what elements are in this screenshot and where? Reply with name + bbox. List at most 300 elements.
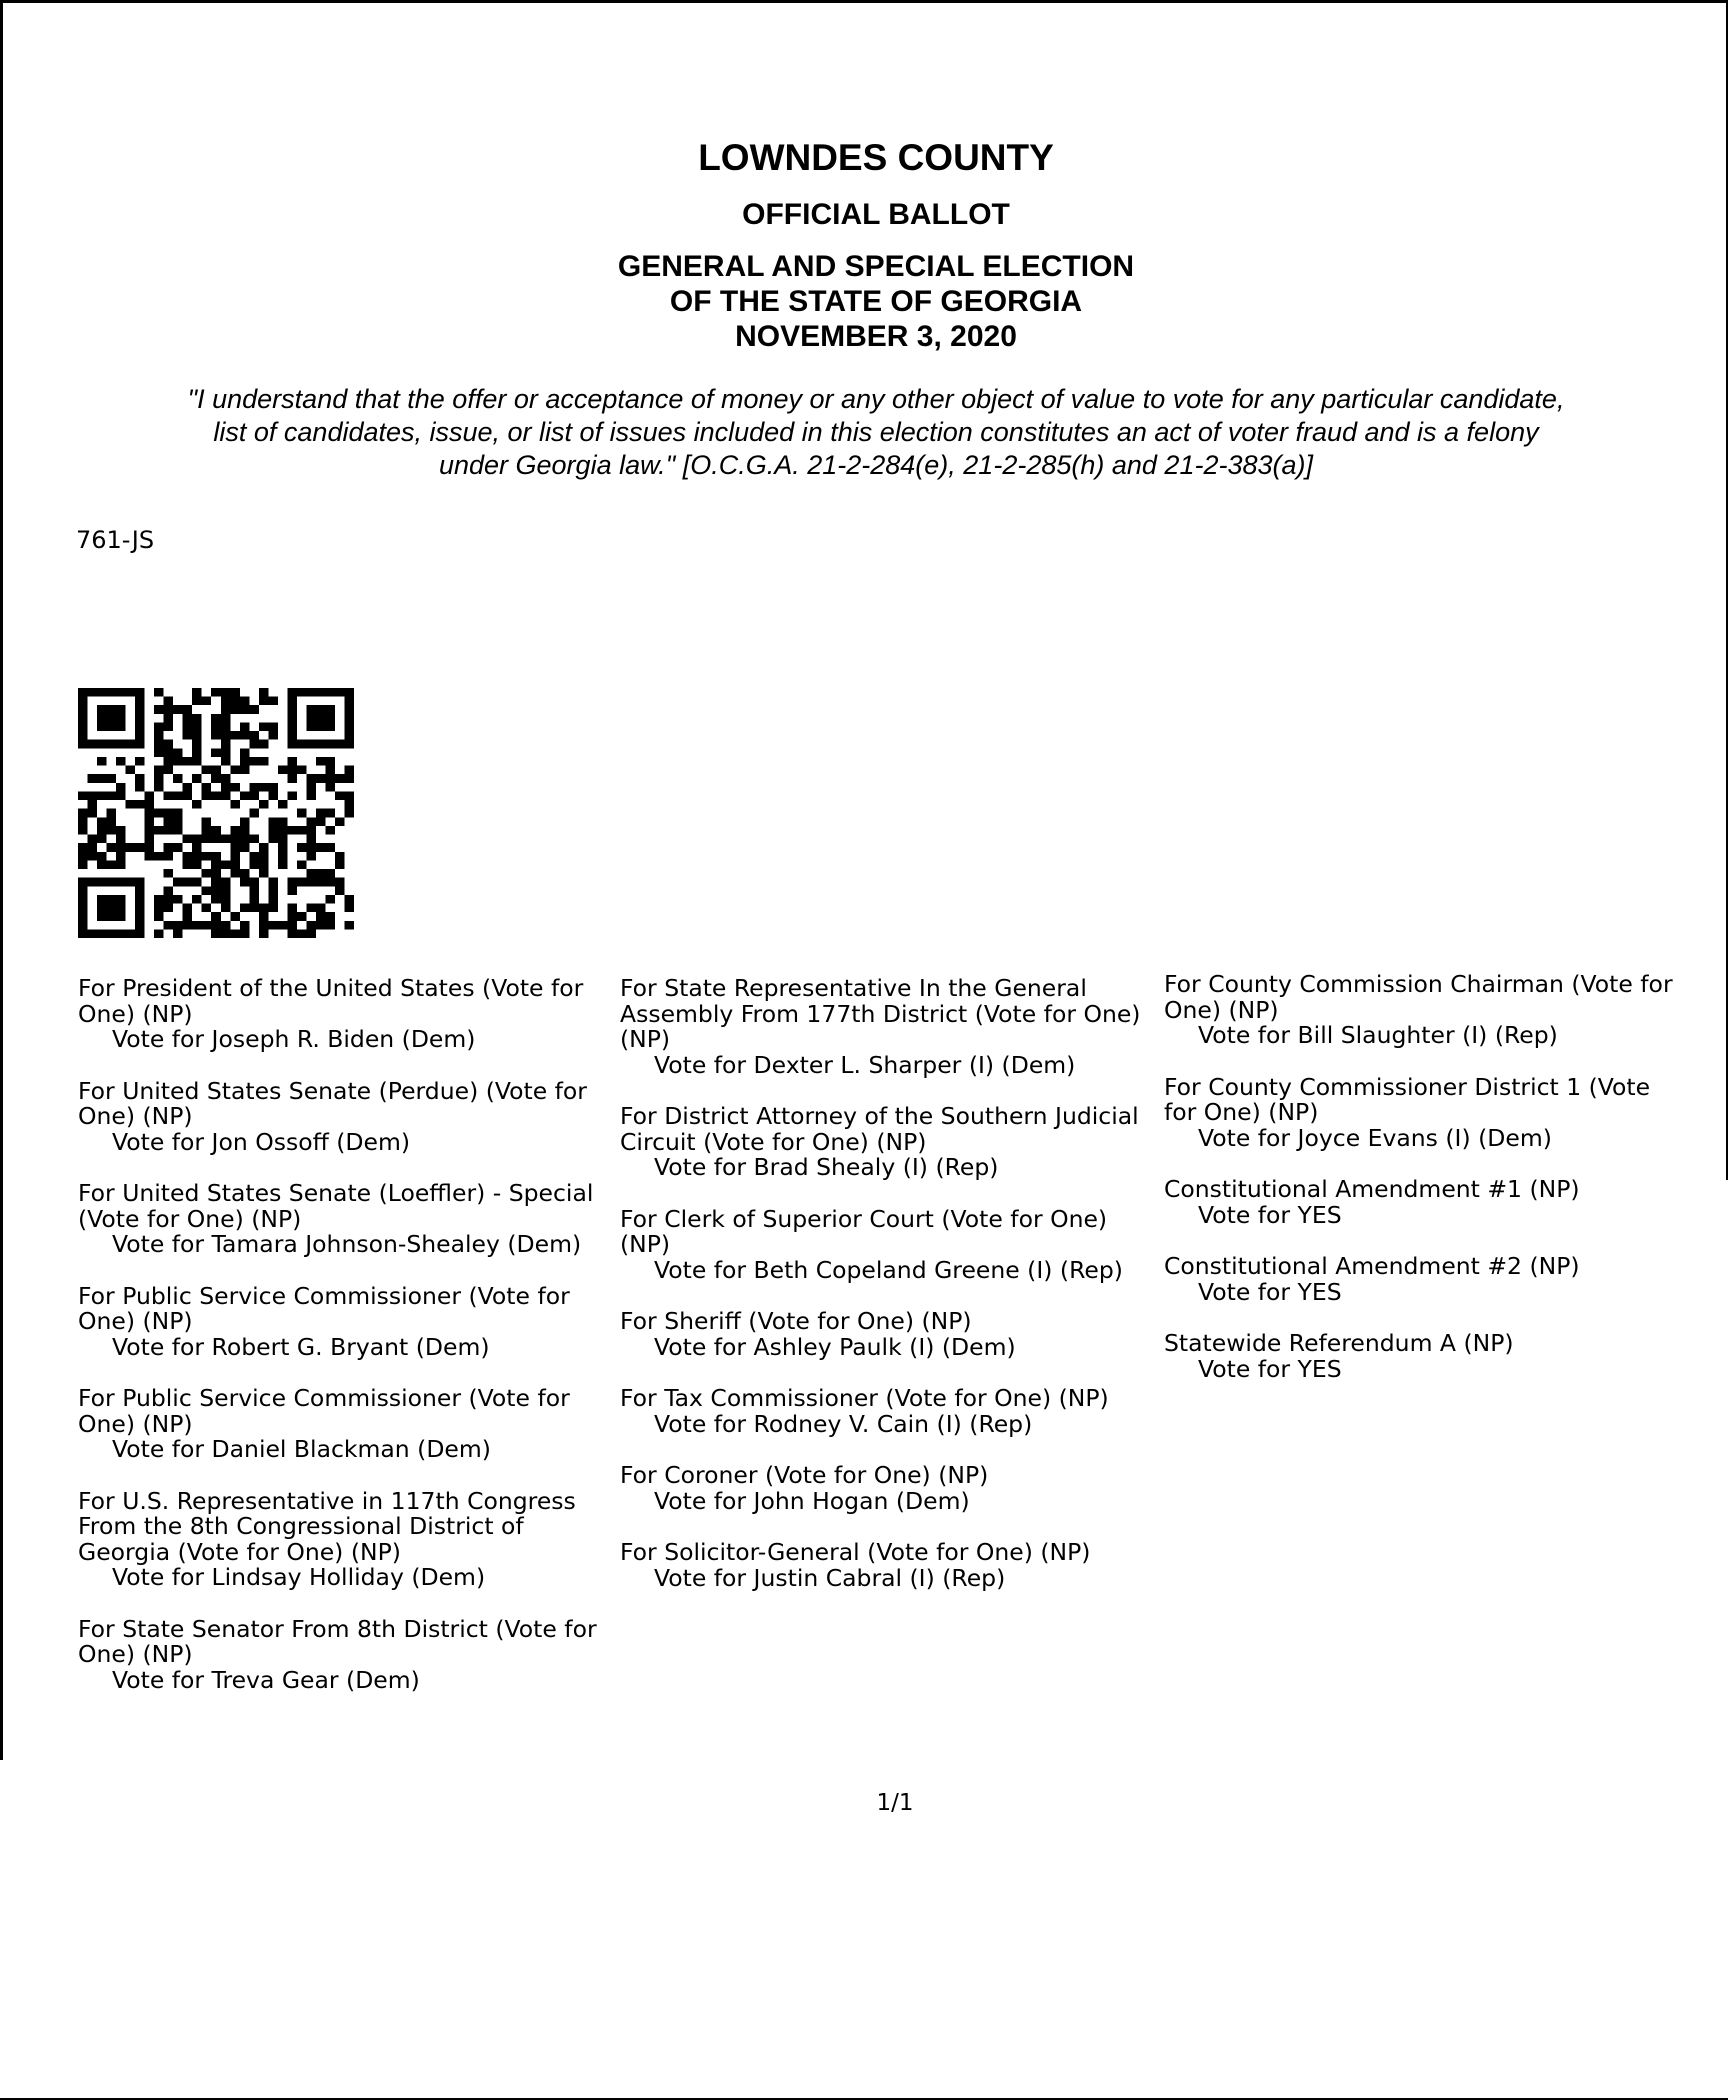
qr-module [230, 731, 240, 740]
contest [1164, 1254, 1684, 1305]
qr-module [202, 904, 212, 913]
qr-module [192, 688, 202, 697]
qr-module [183, 731, 193, 740]
qr-module [221, 860, 231, 869]
qr-module [259, 921, 269, 930]
qr-module [192, 774, 202, 783]
qr-module [335, 852, 345, 861]
qr-module [116, 843, 126, 852]
qr-module [97, 895, 126, 921]
qr-module [154, 722, 164, 731]
qr-module [316, 843, 326, 852]
qr-module [135, 843, 145, 852]
qr-module [97, 817, 107, 826]
qr-module [154, 748, 164, 757]
qr-module [287, 912, 297, 921]
qr-module [116, 783, 126, 792]
qr-module [306, 929, 316, 938]
qr-module [306, 826, 316, 835]
qr-module [107, 774, 117, 783]
qr-module [183, 722, 193, 731]
qr-module [249, 904, 259, 913]
qr-module [154, 826, 164, 835]
qr-module [192, 722, 202, 731]
qr-module [259, 929, 269, 938]
qr-module [297, 826, 307, 835]
qr-module [287, 766, 297, 775]
qr-module [221, 740, 231, 749]
qr-module [221, 757, 231, 766]
qr-module [192, 895, 202, 904]
qr-module [107, 817, 117, 826]
qr-module [183, 714, 193, 723]
qr-module [221, 886, 231, 895]
qr-module [211, 912, 221, 921]
qr-module [78, 843, 88, 852]
qr-module [78, 826, 88, 835]
qr-module [211, 860, 221, 869]
contest-choice: Vote for Beth Copeland Greene (I) (Rep) [654, 1255, 1123, 1284]
qr-module [287, 886, 297, 895]
contest [78, 1614, 618, 1694]
qr-module [240, 757, 250, 766]
qr-module [145, 817, 155, 826]
qr-module [88, 809, 98, 818]
qr-module [249, 878, 259, 887]
qr-module [240, 791, 250, 800]
contest-column-2 [620, 976, 1160, 1617]
qr-module [154, 705, 164, 714]
qr-module [192, 878, 202, 887]
qr-module [202, 852, 212, 861]
contest [620, 976, 1160, 1078]
qr-module [278, 860, 288, 869]
qr-module [126, 800, 136, 809]
qr-module [88, 852, 98, 861]
qr-module [173, 757, 183, 766]
qr-module [164, 886, 174, 895]
qr-module [192, 800, 202, 809]
qr-module [97, 826, 107, 835]
election-line: GENERAL AND SPECIAL ELECTION [617, 250, 1135, 283]
qr-module [259, 800, 269, 809]
qr-module [97, 774, 107, 783]
qr-module [145, 809, 155, 818]
qr-module [268, 817, 278, 826]
qr-module [154, 912, 164, 921]
qr-module [249, 740, 259, 749]
contest [1164, 1331, 1684, 1382]
county-title: LOWNDES COUNTY [698, 137, 1054, 178]
qr-module [306, 705, 335, 731]
qr-module [316, 817, 326, 826]
qr-module [221, 929, 231, 938]
qr-module [116, 791, 126, 800]
qr-module [325, 895, 335, 904]
contest [1164, 1072, 1684, 1152]
qr-module [211, 852, 221, 861]
qr-module [202, 817, 212, 826]
qr-module [240, 921, 250, 930]
qr-module [325, 783, 335, 792]
contest-office: For U.S. Representative in 117th Congress From the 8th Congressional District of Georgia (Vote for One) (NP) [78, 1486, 576, 1566]
qr-module [135, 800, 145, 809]
qr-module [249, 809, 259, 818]
contest-choice: Vote for YES [1198, 1354, 1342, 1383]
qr-module [154, 895, 164, 904]
qr-module [173, 817, 183, 826]
qr-module [221, 748, 231, 757]
qr-module [192, 921, 202, 930]
qr-module [230, 929, 240, 938]
qr-module [249, 705, 259, 714]
qr-module [268, 826, 278, 835]
qr-module [335, 817, 345, 826]
qr-module [164, 740, 174, 749]
qr-module [211, 895, 221, 904]
contest [78, 1281, 618, 1361]
qr-module [107, 791, 117, 800]
qr-module [268, 697, 278, 706]
contest-office: For Coroner (Vote for One) (NP) [620, 1461, 989, 1489]
qr-module [173, 748, 183, 757]
qr-module [183, 904, 193, 913]
qr-module [202, 697, 212, 706]
qr-module [145, 852, 155, 861]
qr-module [154, 929, 164, 938]
qr-module [344, 791, 354, 800]
qr-module [221, 878, 231, 887]
qr-module [306, 774, 316, 783]
qr-module [221, 791, 231, 800]
qr-module [259, 757, 269, 766]
qr-module [183, 757, 193, 766]
scan-border-top [0, 0, 1728, 3]
qr-module [268, 731, 278, 740]
qr-module [164, 869, 174, 878]
contest [78, 1076, 618, 1156]
qr-module [335, 860, 345, 869]
oath-line: "I understand that the offer or acceptance of money or any other object of value to vote for any particular candidate, [187, 384, 1565, 414]
qr-module [173, 774, 183, 783]
qr-module [268, 895, 278, 904]
qr-module [278, 843, 288, 852]
qr-module [221, 921, 231, 930]
qr-module [316, 757, 326, 766]
voter-fraud-oath [60, 383, 1692, 482]
qr-module [259, 722, 269, 731]
qr-module [316, 921, 326, 930]
qr-module [202, 766, 212, 775]
qr-module [88, 800, 98, 809]
qr-module [221, 774, 231, 783]
qr-module [202, 826, 212, 835]
qr-module [221, 688, 231, 697]
election-line: NOVEMBER 3, 2020 [735, 320, 1017, 353]
qr-module [88, 791, 98, 800]
contest [620, 1204, 1160, 1284]
qr-module [221, 895, 231, 904]
qr-module [211, 714, 221, 723]
contest-office: For President of the United States (Vote for One) (NP) [78, 974, 584, 1028]
qr-module [221, 835, 231, 844]
qr-module [259, 912, 269, 921]
qr-module [287, 774, 297, 783]
qr-module [107, 809, 117, 818]
qr-module [287, 921, 297, 930]
qr-module [183, 783, 193, 792]
qr-module [173, 791, 183, 800]
qr-module [230, 860, 240, 869]
qr-module [183, 878, 193, 887]
contest-choice: Vote for Joyce Evans (I) (Dem) [1198, 1123, 1552, 1152]
qr-module [173, 843, 183, 852]
contest-choice: Vote for Treva Gear (Dem) [112, 1665, 420, 1694]
qr-module [221, 783, 231, 792]
qr-module [268, 886, 278, 895]
qr-module [249, 757, 259, 766]
qr-module [278, 852, 288, 861]
qr-module [306, 921, 316, 930]
qr-module [164, 705, 174, 714]
qr-module [202, 783, 212, 792]
qr-module [211, 766, 221, 775]
contest-choice: Vote for John Hogan (Dem) [654, 1486, 970, 1515]
qr-module [154, 774, 164, 783]
contest-choice: Vote for Robert G. Bryant (Dem) [112, 1332, 490, 1361]
qr-module [164, 697, 174, 706]
qr-module [221, 904, 231, 913]
qr-module [192, 835, 202, 844]
contest [620, 1540, 1160, 1591]
qr-module [107, 860, 117, 869]
qr-module [259, 740, 269, 749]
qr-module [325, 921, 335, 930]
qr-module [78, 791, 88, 800]
contest [78, 1486, 618, 1591]
qr-module [278, 835, 288, 844]
qr-module [192, 697, 202, 706]
qr-module [297, 860, 307, 869]
qr-module [287, 826, 297, 835]
qr-module [249, 852, 259, 861]
qr-module [173, 921, 183, 930]
qr-module [164, 722, 174, 731]
qr-module [221, 697, 231, 706]
qr-module [164, 904, 174, 913]
qr-module [316, 878, 326, 887]
qr-module [249, 895, 259, 904]
qr-module [211, 929, 221, 938]
qr-module [240, 697, 250, 706]
contest-choice: Vote for Jon Ossoff (Dem) [112, 1127, 411, 1156]
contest-choice: Vote for Justin Cabral (I) (Rep) [654, 1563, 1006, 1592]
qr-module [202, 921, 212, 930]
qr-module [230, 912, 240, 921]
page-number: 1/1 [876, 1790, 914, 1816]
qr-module [88, 835, 98, 844]
qr-module [268, 722, 278, 731]
qr-module [97, 757, 107, 766]
qr-module [107, 826, 117, 835]
qr-module [173, 929, 183, 938]
qr-module [192, 714, 202, 723]
qr-module [259, 852, 269, 861]
qr-module [325, 766, 335, 775]
qr-module [221, 705, 231, 714]
qr-module [192, 860, 202, 869]
qr-module [211, 826, 221, 835]
qr-module [202, 886, 212, 895]
qr-module [249, 783, 259, 792]
qr-module [97, 852, 107, 861]
qr-module [316, 904, 326, 913]
qr-module [211, 774, 221, 783]
qr-module [145, 800, 155, 809]
qr-module [88, 843, 98, 852]
contest-office: For State Representative In the General Assembly From 177th District (Vote for One) (NP) [620, 974, 1141, 1053]
qr-module [230, 697, 240, 706]
contest-choice: Vote for Lindsay Holliday (Dem) [112, 1563, 486, 1591]
qr-module [306, 791, 316, 800]
qr-module [306, 817, 316, 826]
ballot-style-code: 761-JS [76, 526, 155, 554]
contest [78, 1386, 618, 1463]
contest-office: For United States Senate (Loeffler) - Special (Vote for One) (NP) [78, 1179, 594, 1233]
election-line: OF THE STATE OF GEORGIA [669, 285, 1083, 318]
qr-module [240, 835, 250, 844]
qr-module [116, 835, 126, 844]
qr-module [240, 731, 250, 740]
qr-module [154, 740, 164, 749]
qr-module [164, 748, 174, 757]
qr-module [183, 705, 193, 714]
qr-module [211, 748, 221, 757]
qr-module [249, 791, 259, 800]
qr-module [249, 860, 259, 869]
qr-module [116, 860, 126, 869]
qr-module [211, 921, 221, 930]
qr-module [344, 766, 354, 775]
contest [620, 1386, 1160, 1437]
qr-module [306, 904, 316, 913]
contest-office: For Solicitor-General (Vote for One) (NP) [620, 1538, 1091, 1566]
qr-module [97, 835, 107, 844]
qr-module [97, 860, 107, 869]
qr-module [116, 852, 126, 861]
qr-module [306, 783, 316, 792]
qr-module [164, 921, 174, 930]
qr-module [344, 800, 354, 809]
qr-module [164, 809, 174, 818]
contest-choice: Vote for Bill Slaughter (I) (Rep) [1198, 1021, 1558, 1049]
contest-office: Constitutional Amendment #2 (NP) [1164, 1252, 1580, 1280]
qr-module [259, 697, 269, 706]
qr-module [278, 826, 288, 835]
contest-choice: Vote for Joseph R. Biden (Dem) [112, 1025, 476, 1053]
qr-module [249, 731, 259, 740]
qr-module [325, 826, 335, 835]
qr-module [278, 766, 288, 775]
qr-module [154, 852, 164, 861]
qr-module [335, 774, 345, 783]
qr-module [335, 791, 345, 800]
qr-module [316, 869, 326, 878]
qr-module [116, 826, 126, 835]
qr-module [230, 826, 240, 835]
qr-module [240, 878, 250, 887]
qr-module [316, 809, 326, 818]
qr-module [230, 869, 240, 878]
contest-office: Constitutional Amendment #1 (NP) [1164, 1175, 1580, 1203]
qr-module [164, 791, 174, 800]
qr-module [211, 722, 221, 731]
contest-office: For Clerk of Superior Court (Vote for One) (NP) [620, 1204, 1108, 1258]
qr-module [335, 886, 345, 895]
qr-module [259, 869, 269, 878]
qr-module [183, 921, 193, 930]
qr-module [126, 843, 136, 852]
contest-choice: Vote for Brad Shealy (I) (Rep) [654, 1153, 999, 1181]
qr-module [211, 869, 221, 878]
qr-module [268, 783, 278, 792]
qr-module [325, 869, 335, 878]
qr-module [221, 714, 231, 723]
qr-module [325, 912, 335, 921]
qr-module [230, 800, 240, 809]
qr-module [145, 843, 155, 852]
qr-module [211, 886, 221, 895]
qr-module [268, 921, 278, 930]
qr-module [192, 731, 202, 740]
qr-module [192, 757, 202, 766]
qr-module [268, 791, 278, 800]
contest [620, 1309, 1160, 1360]
qr-module [154, 904, 164, 913]
qr-module [240, 766, 250, 775]
qr-module [154, 688, 164, 697]
contest-choice: Vote for YES [1198, 1200, 1342, 1229]
qr-module [240, 817, 250, 826]
contest [1164, 972, 1684, 1049]
qr-module [183, 912, 193, 921]
qr-module [268, 835, 278, 844]
qr-module [335, 878, 345, 887]
qr-module [164, 826, 174, 835]
election-title [0, 249, 1728, 354]
qr-module [287, 904, 297, 913]
qr-module [164, 714, 174, 723]
qr-module [211, 688, 221, 697]
qr-module [240, 748, 250, 757]
qr-module [240, 826, 250, 835]
qr-module [306, 878, 316, 887]
qr-module [259, 688, 269, 697]
qr-module [78, 817, 88, 826]
qr-module [249, 835, 259, 844]
contest-office: For Public Service Commissioner (Vote for One) (NP) [78, 1281, 570, 1335]
qr-module [164, 757, 174, 766]
qr-module [164, 843, 174, 852]
oath-line: list of candidates, issue, or list of issues included in this election constitutes an act of voter fraud and is a felony [213, 417, 1539, 447]
contest-choice: Vote for Rodney V. Cain (I) (Rep) [654, 1409, 1033, 1438]
qr-module [268, 878, 278, 887]
qr-module [211, 878, 221, 887]
qr-module [325, 774, 335, 783]
contest [78, 976, 618, 1053]
contest-choice: Vote for Daniel Blackman (Dem) [112, 1435, 491, 1463]
qr-module [183, 791, 193, 800]
